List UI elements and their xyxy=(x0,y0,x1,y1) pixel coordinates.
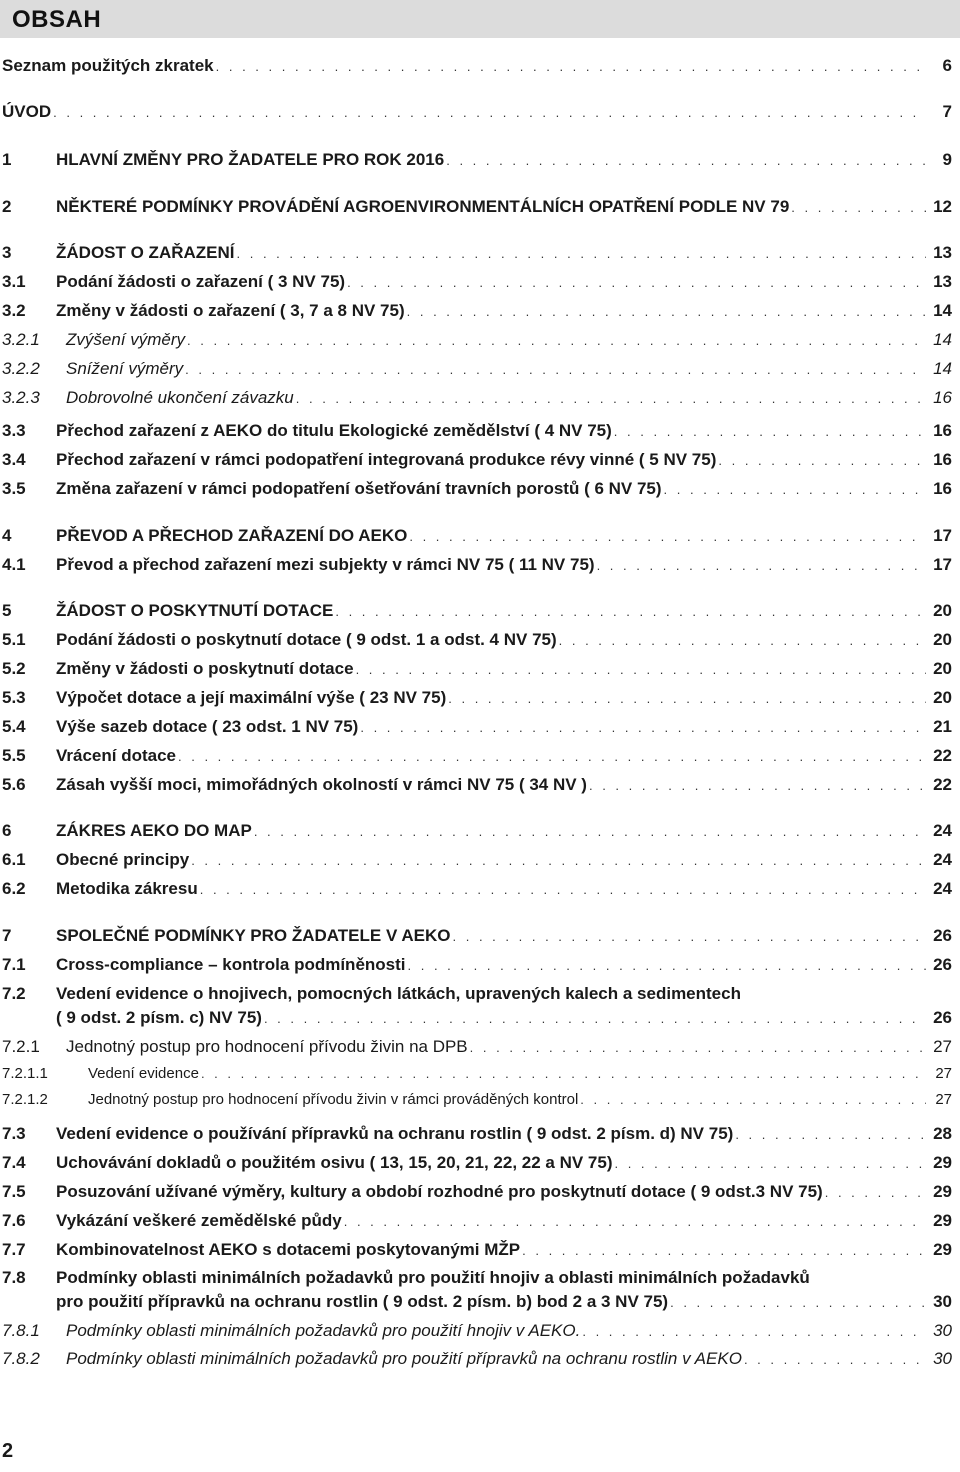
toc-entry[interactable] xyxy=(0,1153,952,1173)
toc-entry-title: Kombinovatelnost AEKO s dotacemi poskytovanými MŽP xyxy=(56,1240,521,1259)
toc-entry-title: Vedení evidence o používání přípravků na ochranu rostlin ( 9 odst. 2 písm. d) NV 75) xyxy=(56,1124,734,1143)
toc-entry-page: 26 xyxy=(933,1008,952,1027)
toc-entry[interactable] xyxy=(0,879,952,899)
dot-leader xyxy=(744,1350,926,1370)
toc-entry[interactable] xyxy=(0,630,952,650)
toc-entry-page: 14 xyxy=(933,330,952,349)
dot-leader xyxy=(335,602,926,622)
toc-entry-page: 16 xyxy=(933,388,952,407)
toc-entry-number: 3.3 xyxy=(2,421,26,440)
toc-entry-number: 6.1 xyxy=(2,850,26,869)
dot-leader xyxy=(453,927,926,947)
toc-entry-page: 14 xyxy=(933,359,952,378)
toc-entry-title: Vykázání veškeré zemědělské půdy xyxy=(56,1211,342,1230)
toc-entry-number: 7 xyxy=(2,926,12,945)
toc-entry[interactable] xyxy=(0,1321,952,1341)
toc-entry[interactable] xyxy=(0,197,952,217)
toc-entry-page: 26 xyxy=(933,955,952,974)
dot-leader xyxy=(448,689,926,709)
toc-entry-title: Podání žádosti o zařazení ( 3 NV 75) xyxy=(56,272,346,291)
page-title: OBSAH xyxy=(12,6,102,33)
toc-entry-number: 7.8.1 xyxy=(2,1321,40,1340)
toc-entry-number: 7.2.1.1 xyxy=(2,1065,48,1082)
toc-entry-page: 27 xyxy=(933,1037,952,1056)
dot-leader xyxy=(664,480,926,500)
toc-entry-title: Vrácení dotace xyxy=(56,746,177,765)
toc-entry[interactable] xyxy=(0,150,952,170)
toc-entry-number: 7.8.2 xyxy=(2,1349,40,1368)
toc-entry-number: 3.1 xyxy=(2,272,26,291)
dot-leader xyxy=(735,1125,926,1145)
dot-leader xyxy=(409,527,926,547)
dot-leader xyxy=(344,1212,926,1232)
toc-entry-page: 26 xyxy=(933,926,952,945)
toc-entry-number: 4 xyxy=(2,526,12,545)
toc-entry-number: 7.4 xyxy=(2,1153,26,1172)
toc-entry-title: Snížení výměry xyxy=(66,359,184,378)
toc-entry-title: Posuzování užívané výměry, kultury a období rozhodné pro poskytnutí dotace ( 9 odst.3 NV 75) xyxy=(56,1182,823,1201)
toc-entry[interactable] xyxy=(0,1037,952,1057)
toc-entry-number: 2 xyxy=(2,197,12,216)
toc-entry-title: Převod a přechod zařazení mezi subjekty v rámci NV 75 ( 11 NV 75) xyxy=(56,555,595,574)
toc-entry-title: Obecné principy xyxy=(56,850,190,869)
dot-leader xyxy=(718,451,926,471)
toc-entry-page: 29 xyxy=(933,1182,952,1201)
toc-entry-page: 14 xyxy=(933,301,952,320)
toc-entry[interactable] xyxy=(0,717,952,737)
toc-entry[interactable] xyxy=(0,1240,952,1260)
toc-entry[interactable] xyxy=(0,1090,952,1110)
toc-entry-title: ŽÁDOST O POSKYTNUTÍ DOTACE xyxy=(56,601,334,620)
dot-leader xyxy=(582,1322,926,1342)
toc-entry-title: Cross-compliance – kontrola podmíněnosti xyxy=(56,955,406,974)
toc-entry-page: 30 xyxy=(933,1349,952,1368)
toc-entry-number: 7.6 xyxy=(2,1211,26,1230)
dot-leader xyxy=(559,631,926,651)
dot-leader xyxy=(53,103,926,123)
toc-entry-page: 27 xyxy=(935,1091,952,1108)
dot-leader xyxy=(216,57,926,77)
toc-entry-title: Změny v žádosti o poskytnutí dotace xyxy=(56,659,354,678)
dot-leader xyxy=(201,1064,926,1084)
toc-entry-title: Podání žádosti o poskytnutí dotace ( 9 odst. 1 a odst. 4 NV 75) xyxy=(56,630,557,649)
toc-entry-title: Metodika zákresu xyxy=(56,879,198,898)
toc-entry-title: ( 9 odst. 2 písm. c) NV 75) xyxy=(56,1008,262,1027)
toc-entry-title: NĚKTERÉ PODMÍNKY PROVÁDĚNÍ AGROENVIRONMENTÁLNÍCH OPATŘENÍ PODLE NV 79 xyxy=(56,197,790,216)
toc-entry-number: 5.5 xyxy=(2,746,26,765)
dot-leader xyxy=(296,389,926,409)
toc-entry[interactable] xyxy=(0,102,952,122)
toc-entry-number: 7.7 xyxy=(2,1240,26,1259)
toc-entry-number: 5.3 xyxy=(2,688,26,707)
toc-entry[interactable] xyxy=(0,1064,952,1084)
toc-entry-page: 13 xyxy=(933,243,952,262)
toc-entry-number: 5.6 xyxy=(2,775,26,794)
toc-entry[interactable] xyxy=(0,330,952,350)
dot-leader xyxy=(597,556,926,576)
dot-leader xyxy=(237,244,927,264)
dot-leader xyxy=(356,660,926,680)
dot-leader xyxy=(522,1241,926,1261)
toc-entry-number: 5 xyxy=(2,601,12,620)
dot-leader xyxy=(178,747,926,767)
toc-entry-title: ÚVOD xyxy=(2,102,52,121)
toc-entry-page: 24 xyxy=(933,821,952,840)
toc-entry-number: 6.2 xyxy=(2,879,26,898)
toc-entry[interactable] xyxy=(0,272,952,292)
toc-header xyxy=(0,0,960,38)
toc-entry[interactable] xyxy=(0,243,952,263)
toc-entry-title: Přechod zařazení z AEKO do titulu Ekologické zemědělství ( 4 NV 75) xyxy=(56,421,612,440)
dot-leader xyxy=(614,1154,926,1174)
toc-entry-page: 22 xyxy=(933,746,952,765)
toc-entry[interactable] xyxy=(0,688,952,708)
toc-entry-number: 3.5 xyxy=(2,479,26,498)
toc-entry[interactable] xyxy=(0,984,952,1030)
toc-entry-title: Vedení evidence xyxy=(88,1065,199,1082)
toc-entry[interactable] xyxy=(0,955,952,975)
toc-entry-page: 16 xyxy=(933,421,952,440)
toc-entry-title: ZÁKRES AEKO DO MAP xyxy=(56,821,252,840)
toc-entry-title: Podmínky oblasti minimálních požadavků pro použití hnojiv v AEKO. xyxy=(66,1321,581,1340)
toc-entry-page: 22 xyxy=(933,775,952,794)
toc-entry[interactable] xyxy=(0,450,952,470)
toc-entry-number: 5.2 xyxy=(2,659,26,678)
toc-entry-title: ŽÁDOST O ZAŘAZENÍ xyxy=(56,243,235,262)
dot-leader xyxy=(185,360,926,380)
toc-entry[interactable] xyxy=(0,850,952,870)
page-number: 2 xyxy=(2,1440,14,1462)
toc-entry[interactable] xyxy=(0,1182,952,1202)
dot-leader xyxy=(347,273,926,293)
toc-entry[interactable] xyxy=(0,775,952,795)
toc-entry[interactable] xyxy=(0,926,952,946)
toc-entry-page: 12 xyxy=(933,197,952,216)
dot-leader xyxy=(589,776,926,796)
toc-entry[interactable] xyxy=(0,526,952,546)
toc-entry-page: 20 xyxy=(933,688,952,707)
dot-leader xyxy=(254,822,926,842)
toc-entry-page: 29 xyxy=(933,1211,952,1230)
toc-entry[interactable] xyxy=(0,1124,952,1144)
toc-entry-page: 24 xyxy=(933,850,952,869)
toc-entry-title: Podmínky oblasti minimálních požadavků pro použití přípravků na ochranu rostlin v AEKO xyxy=(66,1349,742,1368)
toc-entry-title: SPOLEČNÉ PODMÍNKY PRO ŽADATELE V AEKO xyxy=(56,926,451,945)
toc-entry-page: 16 xyxy=(933,479,952,498)
toc-entry-page: 7 xyxy=(942,102,952,121)
toc-entry-number: 7.1 xyxy=(2,955,26,974)
toc-entry-page: 29 xyxy=(933,1240,952,1259)
toc-entry-title: Změna zařazení v rámci podopatření ošetřování travních porostů ( 6 NV 75) xyxy=(56,479,662,498)
toc-entry-page: 20 xyxy=(933,659,952,678)
toc-entry-title: Dobrovolné ukončení závazku xyxy=(66,388,294,407)
toc-entry-number: 7.2.1.2 xyxy=(2,1091,48,1108)
toc-entry[interactable] xyxy=(0,421,952,441)
toc-entry[interactable] xyxy=(0,821,952,841)
toc-entry-title: Uchovávání dokladů o použitém osivu ( 13, 15, 20, 21, 22, 22 a NV 75) xyxy=(56,1153,613,1172)
toc-entry-number: 3.2.2 xyxy=(2,359,40,378)
toc-entry-page: 6 xyxy=(942,56,952,75)
dot-leader xyxy=(446,151,926,171)
toc-entry-page: 13 xyxy=(933,272,952,291)
toc-entry-number: 7.5 xyxy=(2,1182,26,1201)
toc-entry-page: 17 xyxy=(933,555,952,574)
dot-leader xyxy=(200,880,926,900)
dot-leader xyxy=(825,1183,926,1203)
toc-entry-title: Podmínky oblasti minimálních požadavků pro použití hnojiv a oblasti minimálních požadavků xyxy=(56,1268,810,1287)
toc-entry-number: 7.8 xyxy=(2,1268,26,1287)
toc-entry-title: Zásah vyšší moci, mimořádných okolností v rámci NV 75 ( 34 NV ) xyxy=(56,775,587,794)
toc-entry-number: 4.1 xyxy=(2,555,26,574)
toc-entry[interactable] xyxy=(0,1211,952,1231)
dot-leader xyxy=(407,302,926,322)
toc-entry-page: 20 xyxy=(933,601,952,620)
toc-entry[interactable] xyxy=(0,1349,952,1369)
toc-entry[interactable] xyxy=(0,746,952,766)
toc-entry[interactable] xyxy=(0,659,952,679)
toc-entry-page: 20 xyxy=(933,630,952,649)
toc-entry[interactable] xyxy=(0,601,952,621)
toc-entry-number: 3.4 xyxy=(2,450,26,469)
toc-entry-page: 30 xyxy=(933,1321,952,1340)
toc-entry-page: 16 xyxy=(933,450,952,469)
toc-entry-title: Výpočet dotace a její maximální výše ( 23 NV 75) xyxy=(56,688,447,707)
dot-leader xyxy=(187,331,926,351)
toc-entry-number: 3.2.3 xyxy=(2,388,40,407)
toc-entry[interactable] xyxy=(0,388,952,408)
toc-entry-title: Jednotný postup pro hodnocení přívodu živin na DPB xyxy=(66,1037,468,1056)
toc-entry-title: Přechod zařazení v rámci podopatření integrovaná produkce révy vinné ( 5 NV 75) xyxy=(56,450,717,469)
toc-entry-page: 28 xyxy=(933,1124,952,1143)
toc-entry-title: Vedení evidence o hnojivech, pomocných látkách, upravených kalech a sedimentech xyxy=(56,984,741,1003)
dot-leader xyxy=(264,1009,926,1029)
toc-entry-page: 29 xyxy=(933,1153,952,1172)
dot-leader xyxy=(580,1090,926,1110)
toc-entry-number: 7.3 xyxy=(2,1124,26,1143)
toc-entry-number: 5.4 xyxy=(2,717,26,736)
toc-entry-number: 7.2.1 xyxy=(2,1037,40,1056)
toc-entry-title: Zvýšení výměry xyxy=(66,330,186,349)
toc-entry-page: 17 xyxy=(933,526,952,545)
toc-entry-page: 27 xyxy=(935,1065,952,1082)
dot-leader xyxy=(614,422,926,442)
toc-entry-page: 21 xyxy=(933,717,952,736)
toc-entry-page: 30 xyxy=(933,1292,952,1311)
dot-leader xyxy=(791,198,926,218)
toc-entry-title: PŘEVOD A PŘECHOD ZAŘAZENÍ DO AEKO xyxy=(56,526,408,545)
toc-entry-page: 9 xyxy=(942,150,952,169)
toc-entry[interactable] xyxy=(0,301,952,321)
dot-leader xyxy=(191,851,926,871)
dot-leader xyxy=(470,1038,926,1058)
toc-entry-number: 1 xyxy=(2,150,12,169)
toc-entry[interactable] xyxy=(0,555,952,575)
toc-entry-title: Jednotný postup pro hodnocení přívodu živin v rámci prováděných kontrol xyxy=(88,1091,579,1108)
toc-entry[interactable] xyxy=(0,56,952,76)
toc-entry[interactable] xyxy=(0,479,952,499)
toc-entry-number: 6 xyxy=(2,821,12,840)
toc-entry-number: 3 xyxy=(2,243,12,262)
toc-entry[interactable] xyxy=(0,359,952,379)
toc-entry-number: 7.2 xyxy=(2,984,26,1003)
dot-leader xyxy=(408,956,926,976)
toc-entry-number: 5.1 xyxy=(2,630,26,649)
toc-entry-title: pro použití přípravků na ochranu rostlin ( 9 odst. 2 písm. b) bod 2 a 3 NV 75) xyxy=(56,1292,669,1311)
toc-entry-title: Seznam použitých zkratek xyxy=(2,56,214,75)
toc-entry-page: 24 xyxy=(933,879,952,898)
toc-entry-title: Výše sazeb dotace ( 23 odst. 1 NV 75) xyxy=(56,717,359,736)
dot-leader xyxy=(360,718,926,738)
toc-entry-title: HLAVNÍ ZMĚNY PRO ŽADATELE PRO ROK 2016 xyxy=(56,150,445,169)
toc-entry-title: Změny v žádosti o zařazení ( 3, 7 a 8 NV 75) xyxy=(56,301,405,320)
toc-entry-number: 3.2 xyxy=(2,301,26,320)
dot-leader xyxy=(670,1293,926,1313)
toc-entry[interactable] xyxy=(0,1268,952,1314)
toc-entry-number: 3.2.1 xyxy=(2,330,40,349)
